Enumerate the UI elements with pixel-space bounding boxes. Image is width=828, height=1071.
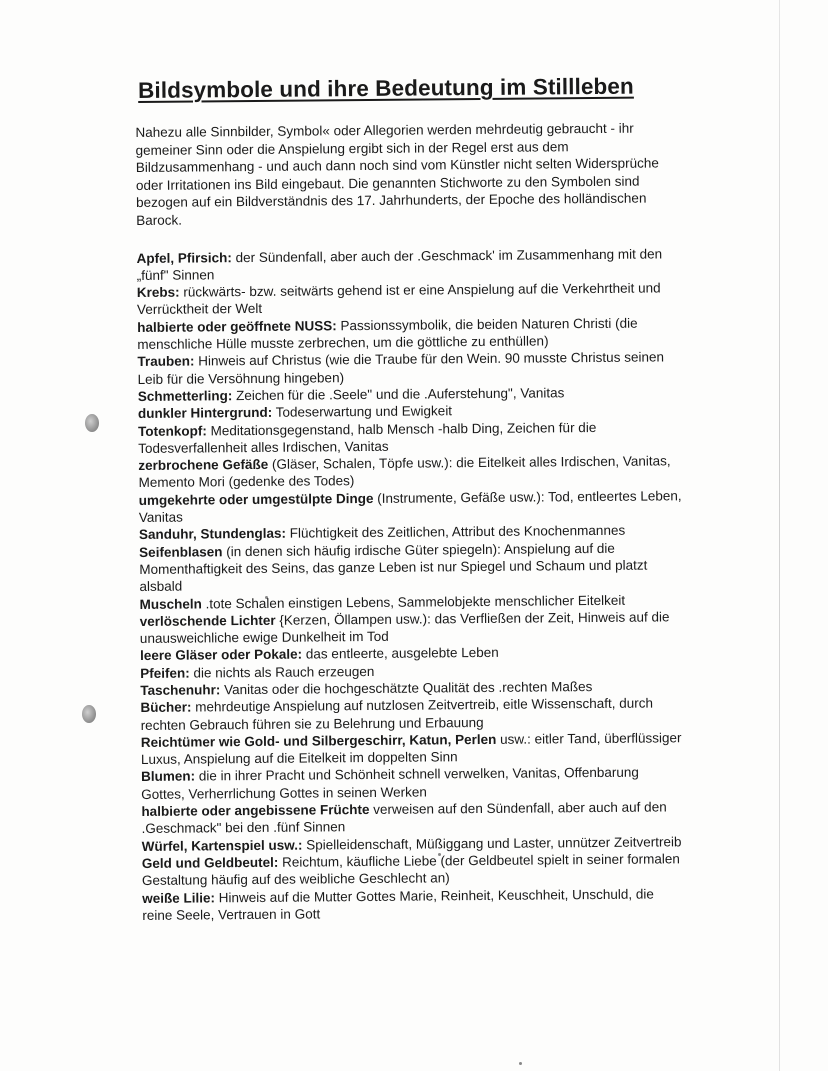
list-item [140, 695, 685, 734]
symbol-term: leere Gläser oder Pokale: [139, 646, 303, 664]
list-item [137, 279, 682, 318]
symbol-meaning: (Gläser, Schalen, Töpfe usw.): die Eitelkeit alles Irdischen, Vanitas, Memento Mori (gedenke des Todes) [138, 453, 671, 491]
symbol-meaning: verweisen auf den Sündenfall, aber auch auf den .Geschmack" bei den .fünf Sinnen [141, 799, 667, 837]
paper-edge [779, 0, 780, 1071]
symbol-meaning: der Sündenfall, aber auch der .Geschmack' im Zusammenhang mit den „fünf" Sinnen [136, 245, 663, 283]
symbol-meaning: Flüchtigkeit des Zeitlichen, Attribut des Knochenmannes [285, 523, 626, 542]
symbol-term: zerbrochene Gefäße [138, 456, 269, 474]
symbol-term: weiße Lilie: [142, 889, 216, 906]
symbol-term: Taschenuhr: [140, 682, 221, 698]
symbol-term: halbierte oder angebissene Früchte [141, 802, 370, 820]
symbol-term: Pfeifen: [140, 665, 190, 681]
symbol-meaning: Zeichen für die .Seele" und die .Auferstehung", Vanitas [232, 385, 565, 404]
list-item [137, 349, 682, 388]
document-body [135, 73, 687, 924]
symbol-term: Würfel, Kartenspiel usw.: [141, 837, 303, 854]
symbol-meaning: Reichtum, käufliche Liebe (der Geldbeutel spielt in seiner formalen Gestaltung häufig auf des weibliche Geschlecht an) [141, 851, 680, 889]
list-item [137, 314, 682, 353]
symbol-meaning: Todeserwartung und Ewigkeit [272, 403, 453, 421]
symbol-term: dunkler Hintergrund: [137, 405, 273, 422]
symbol-meaning: Meditationsgegenstand, halb Mensch -halb Ding, Zeichen für die Todesverfallenheit alles Irdischen, Vanitas [138, 419, 597, 456]
symbol-meaning: {Kerzen, Öllampen usw.): das Verfließen der Zeit, Hinweis auf die unausweichliche ewige Dunkelheit im Tod [139, 609, 670, 647]
symbol-meaning: Passionssymbolik, die beiden Naturen Christi (die menschliche Hülle musste zerbrechen, um die göttliche zu enthüllen) [137, 315, 638, 353]
symbol-meaning: rückwärts- bzw. seitwärts gehend ist er eine Anspielung auf die Verkehrtheit und Verrücktheit der Welt [136, 280, 661, 318]
symbol-meaning: Hinweis auf die Mutter Gottes Marie, Reinheit, Keuschheit, Unschuld, die reine Seele, Vertrauen in Gott [142, 886, 654, 923]
page-title: Bildsymbole und ihre Bedeutung im Stillleben [137, 73, 634, 103]
symbol-term: Trauben: [137, 353, 195, 370]
symbol-meaning: .tote Schalen einstigen Lebens, Sammelobjekte menschlicher Eitelkeit [201, 592, 626, 611]
symbol-term: Apfel, Pfirsich: [136, 249, 232, 266]
list-item [136, 245, 681, 284]
list-item [139, 539, 684, 596]
list-item [138, 452, 683, 491]
symbol-term: Seifenblasen [139, 543, 223, 560]
symbol-term: Muscheln [139, 595, 202, 612]
symbol-term: Krebs: [136, 284, 180, 301]
symbol-term: Bücher: [140, 699, 192, 716]
symbol-meaning: Hinweis auf Christus (wie die Traube für den Wein. 90 musste Christus seinen Leib für die Versöhnung hingeben) [137, 349, 665, 387]
symbol-term: verlöschende Lichter [139, 612, 276, 629]
symbol-meaning: (Instrumente, Gefäße usw.): Tod, entleertes Leben, Vanitas [138, 487, 682, 525]
symbol-term: Sanduhr, Stundenglas: [138, 526, 287, 543]
symbol-term: Reichtümer wie Gold- und Silbergeschirr, Katun, Perlen [140, 731, 497, 750]
symbol-meaning: das entleerte, ausgelebte Leben [302, 645, 499, 662]
punch-hole-bottom [82, 705, 96, 723]
list-item [141, 798, 686, 837]
punch-hole-top [85, 414, 99, 432]
list-item [139, 487, 684, 526]
list-item [140, 608, 685, 647]
list-item [142, 885, 687, 924]
list-item [141, 729, 686, 768]
scan-speck [519, 1062, 522, 1065]
symbol-meaning: usw.: eitler Tand, überflüssiger Luxus, Anspielung auf die Eitelkeit im doppelten Sinn [140, 730, 682, 768]
symbol-list [136, 245, 687, 924]
symbol-meaning: Vanitas oder die hochgeschätzte Qualität des .rechten Maßes [220, 679, 593, 698]
symbol-term: Geld und Geldbeutel: [141, 854, 279, 871]
symbol-term: Totenkopf: [138, 422, 207, 439]
symbol-term: Schmetterling: [137, 388, 233, 404]
symbol-term: halbierte oder geöffnete NUSS: [137, 317, 337, 335]
symbol-meaning: (in denen sich häufig irdische Güter spiegeln): Anspielung auf die Momenthaftigkeit des Seins, das ganze Leben ist nur Spiegel und Schaum und platzt alsbald [139, 540, 648, 595]
symbol-meaning: mehrdeutige Anspielung auf nutzlosen Zeitvertreib, eitle Wissenschaft, durch rechten Gebrauch führen sie zu Belehrung und Erbauung [140, 695, 654, 733]
symbol-term: Blumen: [141, 768, 196, 785]
list-item [141, 764, 686, 803]
symbol-term: umgekehrte oder umgestülpte Dinge [138, 490, 374, 508]
symbol-meaning: die in ihrer Pracht und Schönheit schnell verwelken, Vanitas, Offenbarung Gottes, Verherrlichung Gottes in seinen Werken [141, 765, 639, 802]
list-item [142, 850, 687, 889]
symbol-meaning: die nichts als Rauch erzeugen [189, 663, 375, 681]
list-item [138, 418, 683, 457]
symbol-meaning: Spielleidenschaft, Müßiggang und Laster, unnützer Zeitvertreib [302, 833, 682, 853]
intro-paragraph: Nahezu alle Sinnbilder, Symbol« oder Allegorien werden mehrdeutig gebraucht - ihr gemeiner Sinn oder die Anspielung ergibt sich in der Regel erst aus dem Bildzusammenhang - und auch dann noch sind vom Künstler nicht selten Widersprüche oder Irritationen ins Bild eingebaut. Die genannten Stichworte zu den Symbolen sind bezogen auf ein Bildverständnis des 17. Jahrhunderts, der Epoche des holländischen Barock. [135, 120, 659, 228]
